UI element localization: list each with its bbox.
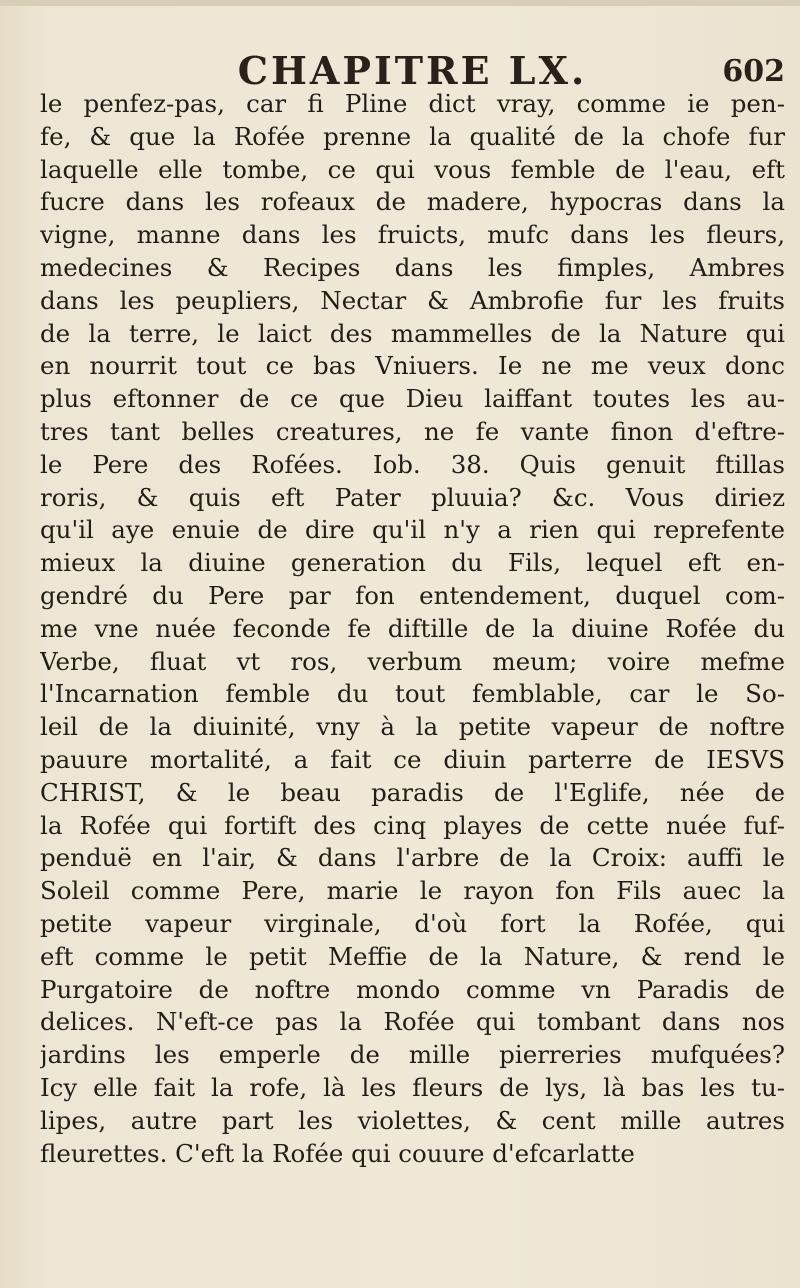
text-line: de la terre, le laict des mammelles de la Nature qui bbox=[40, 318, 785, 348]
text-line: dans les peupliers, Nectar & Ambrofie fur les fruits bbox=[40, 285, 785, 315]
text-line: delices. N'eft-ce pas la Rofée qui tombant dans nos bbox=[40, 1007, 785, 1037]
body-text bbox=[40, 88, 785, 1170]
running-head bbox=[40, 48, 785, 92]
text-line: fleurettes. C'eft la Rofée qui couure d'efcarlatte bbox=[40, 1138, 635, 1168]
text-line: fe, & que la Rofée prenne la qualité de la chofe fur bbox=[40, 121, 785, 151]
text-line: CHRIST, & le beau paradis de l'Eglife, née de bbox=[40, 777, 785, 807]
page-edge bbox=[0, 0, 800, 6]
text-line: penduë en l'air, & dans l'arbre de la Croix: auffi le bbox=[40, 843, 785, 873]
text-line: la Rofée qui fortift des cinq playes de cette nuée fuf- bbox=[40, 810, 785, 840]
text-line: fucre dans les rofeaux de madere, hypocras dans la bbox=[40, 187, 785, 217]
text-line: medecines & Recipes dans les fimples, Ambres bbox=[40, 252, 785, 282]
text-line: jardins les emperle de mille pierreries mufquées? bbox=[40, 1040, 785, 1070]
chapter-title: CHAPITRE LX. bbox=[237, 48, 588, 93]
text-line: Icy elle fait la rofe, là les fleurs de lys, là bas les tu- bbox=[40, 1072, 785, 1102]
text-line: plus eftonner de ce que Dieu laiffant toutes les au- bbox=[40, 384, 785, 414]
text-line: pauure mortalité, a fait ce diuin parterre de IESVS bbox=[40, 744, 785, 774]
text-line: mieux la diuine generation du Fils, lequel eft en- bbox=[40, 548, 785, 578]
text-line: me vne nuée feconde fe diftille de la diuine Rofée du bbox=[40, 613, 785, 643]
text-line: Soleil comme Pere, marie le rayon fon Fils auec la bbox=[40, 876, 785, 906]
text-line: qu'il aye enuie de dire qu'il n'y a rien qui reprefente bbox=[40, 515, 785, 545]
text-line: gendré du Pere par fon entendement, duquel com- bbox=[40, 580, 785, 610]
text-line: le Pere des Rofées. Iob. 38. Quis genuit ftillas bbox=[40, 449, 785, 479]
text-line: le penfez-pas, car fi Pline dict vray, comme ie pen- bbox=[40, 89, 785, 118]
text-line: lipes, autre part les violettes, & cent mille autres bbox=[40, 1105, 785, 1135]
text-line: eft comme le petit Meffie de la Nature, & rend le bbox=[40, 941, 785, 971]
text-line: tres tant belles creatures, ne fe vante finon d'eftre- bbox=[40, 416, 785, 446]
text-line: l'Incarnation femble du tout femblable, car le So- bbox=[40, 679, 785, 709]
text-line: en nourrit tout ce bas Vniuers. Ie ne me veux donc bbox=[40, 351, 785, 381]
text-line: laquelle elle tombe, ce qui vous femble de l'eau, eft bbox=[40, 154, 785, 184]
text-line: Verbe, fluat vt ros, verbum meum; voire mefme bbox=[40, 646, 785, 676]
text-line: Purgatoire de noftre mondo comme vn Paradis de bbox=[40, 974, 785, 1004]
text-line: leil de la diuinité, vny à la petite vapeur de noftre bbox=[40, 712, 785, 742]
text-line: roris, & quis eft Pater pluuia? &c. Vous diriez bbox=[40, 482, 785, 512]
text-line: petite vapeur virginale, d'où fort la Rofée, qui bbox=[40, 908, 785, 938]
page-number: 602 bbox=[722, 54, 785, 89]
text-line: vigne, manne dans les fruicts, mufc dans les fleurs, bbox=[40, 220, 785, 250]
